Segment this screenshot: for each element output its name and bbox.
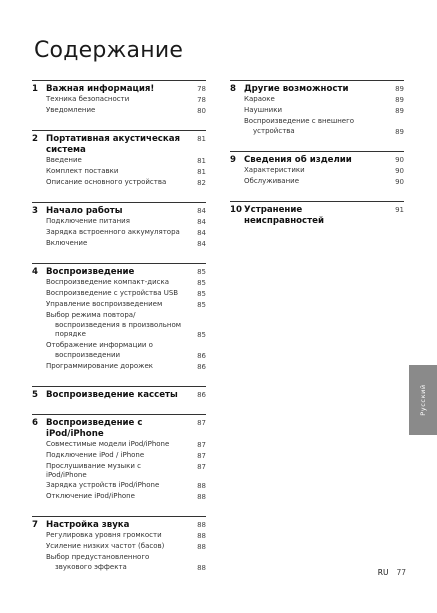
page-title: Содержание [34, 38, 184, 63]
section-page: 88 [197, 520, 206, 529]
entry-page: 78 [197, 96, 206, 104]
entry-page: 89 [395, 96, 404, 104]
section-title: Настройка звука [46, 519, 130, 530]
section-title: Сведения об изделии [244, 154, 352, 165]
entry-page: 88 [197, 481, 206, 490]
entry-page: 80 [197, 107, 206, 115]
entry-page: 85 [197, 331, 206, 340]
entry-title: Воспроизведение с устройства USB [46, 289, 179, 297]
entry-page: 88 [197, 531, 206, 540]
section-heading[interactable] [32, 520, 206, 531]
entry-page: 85 [197, 290, 206, 298]
section-number: 9 [230, 154, 236, 165]
entry-page [186, 341, 206, 351]
toc-entry[interactable] [32, 351, 206, 362]
section-heading[interactable] [32, 418, 206, 440]
entry-title: Регулировка уровня громкости [46, 530, 162, 539]
entry-title: воспроизведении [55, 350, 121, 359]
entry-title: Описание основного устройства [46, 178, 167, 186]
entry-page: 89 [395, 127, 404, 136]
section-number: 1 [32, 84, 38, 94]
toc-entry[interactable] [32, 321, 206, 331]
entry-page: 84 [197, 229, 206, 237]
entry-page: 82 [197, 179, 206, 187]
section-page: 90 [395, 155, 404, 164]
section-page: 85 [197, 268, 206, 276]
toc-entry[interactable] [230, 95, 404, 106]
entry-title: Характеристики [244, 165, 305, 174]
entry-title: Зарядка встроенного аккумулятора [46, 228, 180, 236]
entry-title: Подключение iPod / iPhone [46, 450, 145, 459]
toc-column-right [230, 80, 404, 240]
toc-entry[interactable] [32, 341, 206, 351]
toc-section [230, 151, 404, 188]
section-title: Воспроизведение кассеты [46, 389, 178, 400]
entry-title: устройства [253, 126, 295, 135]
toc-entry[interactable] [32, 563, 206, 574]
entry-title: воспроизведения в произвольном [55, 320, 182, 329]
toc-section [32, 516, 206, 574]
toc-entry[interactable] [32, 311, 206, 321]
entry-title: Подключение питания [46, 217, 130, 225]
entry-page [384, 117, 404, 127]
entry-page: 85 [197, 279, 206, 287]
entry-title: звукового эффекта [55, 562, 127, 571]
entry-title: Отображение информации о [46, 341, 153, 350]
entry-title: Выбор предустановленного [46, 552, 150, 561]
section-page: 84 [197, 207, 206, 215]
language-side-tab [409, 365, 437, 435]
toc-section [32, 386, 206, 401]
section-heading[interactable] [32, 134, 206, 156]
toc-section [230, 80, 404, 138]
entry-page: 86 [197, 362, 206, 371]
toc-entry[interactable] [32, 330, 206, 341]
toc-entry[interactable] [32, 531, 206, 542]
section-number: 3 [32, 206, 38, 216]
entry-page: 89 [395, 107, 404, 115]
section-title: Начало работы [46, 206, 123, 216]
section-page: 87 [197, 418, 206, 427]
toc-entry[interactable] [32, 462, 206, 481]
section-number: 4 [32, 267, 38, 277]
entry-page [186, 553, 206, 563]
entry-title: Прослушивание музыки с iPod/iPhone [46, 461, 142, 480]
entry-page: 85 [197, 301, 206, 309]
entry-title: Отключение iPod/iPhone [46, 491, 135, 500]
section-number: 7 [32, 519, 38, 530]
entry-title: Обслуживание [244, 176, 299, 185]
page-footer [378, 568, 406, 577]
toc-entry[interactable] [32, 278, 206, 289]
entry-title: Воспроизведение с внешнего [244, 117, 355, 125]
toc-entry[interactable] [230, 166, 404, 177]
entry-title: Воспроизведение компакт-диска [46, 278, 169, 286]
toc-entry[interactable] [32, 542, 206, 553]
section-number: 10 [230, 204, 242, 215]
entry-page [186, 321, 206, 331]
entry-page: 81 [197, 168, 206, 176]
section-heading[interactable] [230, 84, 404, 95]
section-heading[interactable] [230, 155, 404, 166]
section-page: 86 [197, 390, 206, 399]
entry-page: 90 [395, 177, 404, 186]
toc-entry[interactable] [32, 167, 206, 178]
toc-section [32, 263, 206, 373]
section-number: 5 [32, 389, 38, 400]
entry-page: 87 [197, 440, 206, 449]
toc-entry[interactable] [32, 239, 206, 250]
section-page: 78 [197, 85, 206, 93]
entry-page: 88 [197, 492, 206, 501]
section-title: Устранение неисправностей [244, 204, 324, 226]
entry-title: Выбор режима повтора/ [46, 311, 136, 319]
toc-entry[interactable] [32, 492, 206, 503]
toc-column-left [32, 80, 206, 587]
entry-page: 87 [197, 451, 206, 460]
section-page: 81 [197, 135, 206, 143]
entry-title: Введение [46, 156, 82, 164]
entry-page: 84 [197, 240, 206, 248]
toc-section [32, 80, 206, 117]
toc-entry[interactable] [32, 553, 206, 563]
toc-entry[interactable] [32, 217, 206, 228]
entry-title: Совместимые модели iPod/iPhone [46, 439, 170, 448]
section-title: Воспроизведение [46, 267, 135, 277]
toc-entry[interactable] [32, 228, 206, 239]
toc-section [32, 130, 206, 189]
toc-entry[interactable] [32, 440, 206, 451]
section-number: 6 [32, 417, 38, 428]
toc-entry[interactable] [230, 177, 404, 188]
toc-section [230, 201, 404, 227]
entry-title: Зарядка устройств iPod/iPhone [46, 480, 160, 489]
entry-page: 87 [197, 462, 206, 471]
entry-page: 84 [197, 218, 206, 226]
toc-entry[interactable] [32, 481, 206, 492]
toc-entry[interactable] [32, 106, 206, 117]
toc-entry[interactable] [32, 300, 206, 311]
section-heading[interactable] [230, 205, 404, 227]
toc-entry[interactable] [230, 127, 404, 138]
section-page: 91 [395, 205, 404, 214]
section-page: 89 [395, 85, 404, 93]
toc-entry[interactable] [230, 106, 404, 117]
entry-title: Управление воспроизведением [46, 300, 163, 308]
footer-page-number: 77 [396, 568, 406, 577]
entry-page: 88 [197, 563, 206, 572]
section-heading[interactable] [32, 390, 206, 401]
entry-title: Уведомление [46, 106, 96, 114]
entry-title: Техника безопасности [46, 95, 130, 103]
entry-title: Комплект поставки [46, 167, 119, 175]
toc-entry[interactable] [230, 117, 404, 127]
toc-entry[interactable] [32, 451, 206, 462]
toc-section [32, 202, 206, 250]
section-title: Другие возможности [244, 84, 349, 94]
section-heading[interactable] [32, 267, 206, 278]
entry-title: Включение [46, 239, 88, 247]
language-tab-label: Русский [419, 384, 427, 416]
entry-title: порядке [55, 330, 86, 339]
entry-page: 86 [197, 351, 206, 360]
section-number: 2 [32, 134, 38, 144]
toc-entry[interactable] [32, 156, 206, 167]
footer-language: RU [377, 568, 389, 577]
toc-entry[interactable] [32, 95, 206, 106]
toc-entry[interactable] [32, 289, 206, 300]
entry-page: 88 [197, 542, 206, 551]
section-number: 8 [230, 84, 236, 94]
toc-section [32, 414, 206, 503]
entry-title: Усиление низких частот (басов) [46, 541, 165, 550]
entry-title: Программирование дорожек [46, 361, 153, 370]
section-heading[interactable] [32, 84, 206, 95]
section-heading[interactable] [32, 206, 206, 217]
entry-page: 81 [197, 157, 206, 165]
section-title: Воспроизведение с iPod/iPhone [46, 417, 143, 439]
entry-page: 90 [395, 166, 404, 175]
entry-title: Наушники [244, 106, 283, 114]
entry-title: Караоке [244, 95, 275, 103]
section-title: Портативная акустическая система [46, 134, 181, 155]
section-title: Важная информация! [46, 84, 155, 94]
toc-entry[interactable] [32, 362, 206, 373]
entry-page [186, 311, 206, 321]
toc-entry[interactable] [32, 178, 206, 189]
